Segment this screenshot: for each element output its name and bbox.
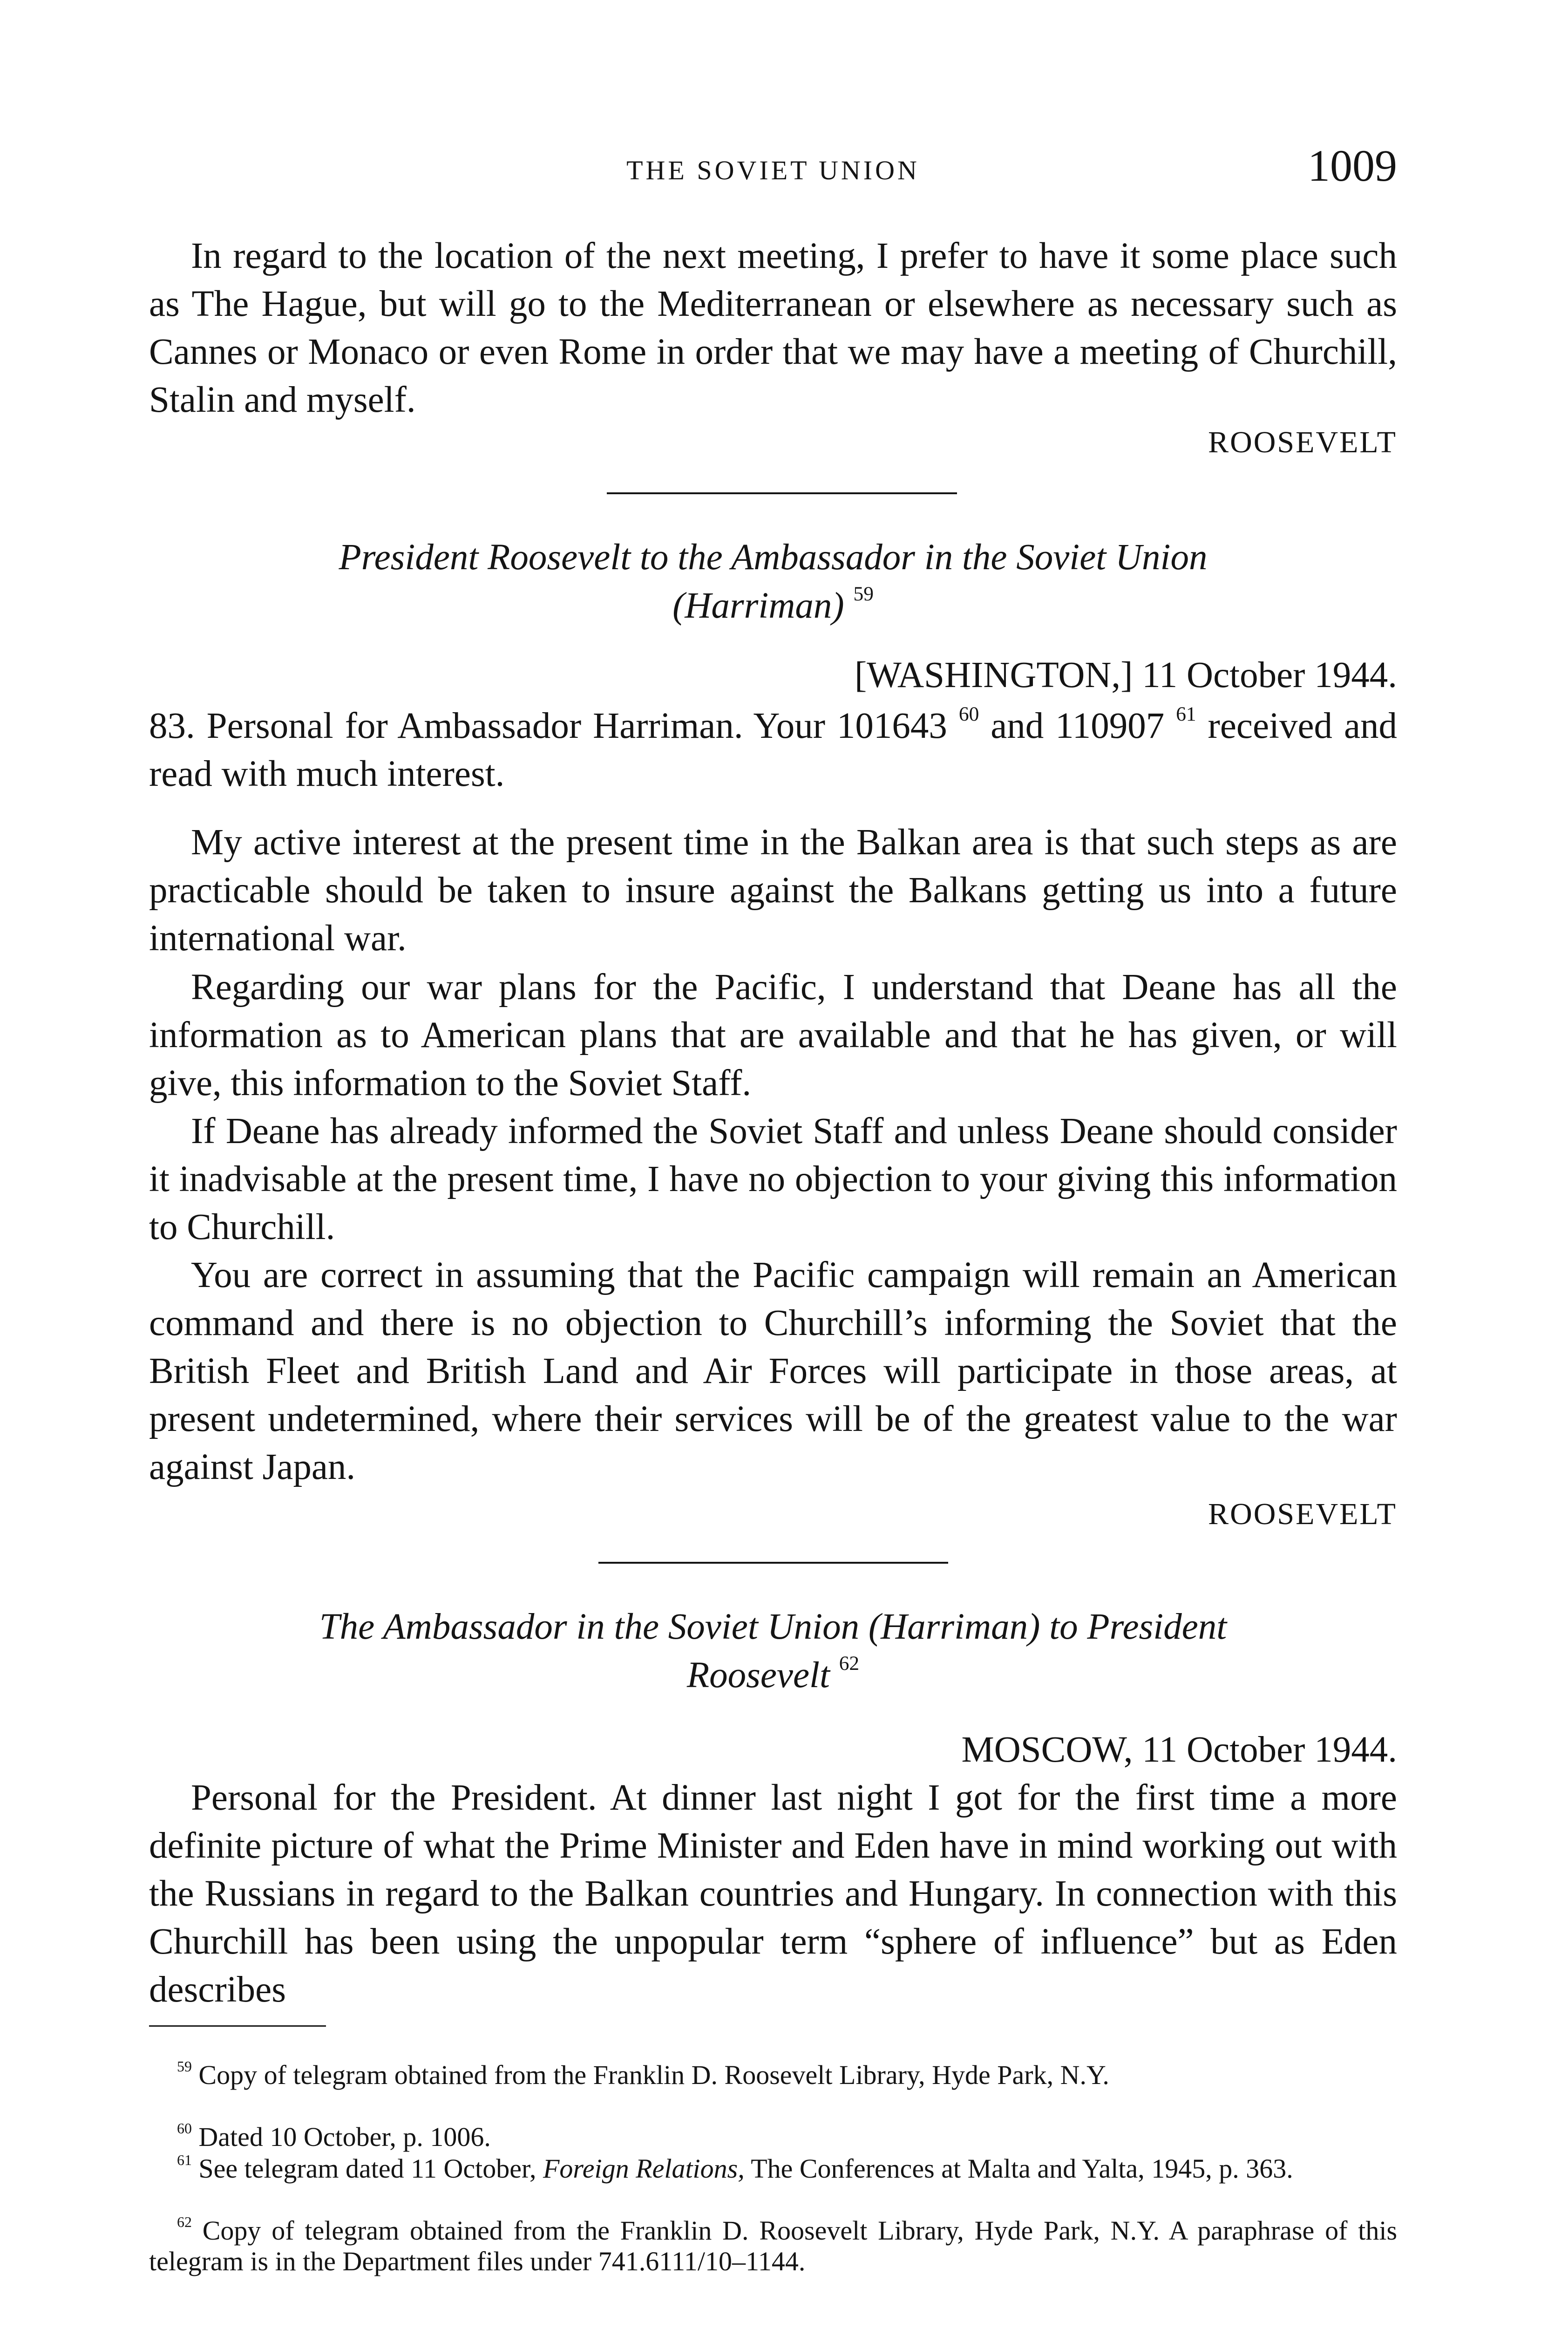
- title-line: The Ambassador in the Soviet Union (Harriman) to President: [319, 1607, 1227, 1647]
- footnote-text: Copy of telegram obtained from the Franklin D. Roosevelt Library, Hyde Park, N.Y.: [198, 2060, 1109, 2090]
- footnote-60: [149, 2122, 1397, 2152]
- footnote-text: Dated 10 October, p. 1006.: [198, 2122, 491, 2152]
- footnote-number: 62: [177, 2213, 192, 2230]
- footnote-text: See telegram dated 11 October,: [198, 2153, 543, 2184]
- paragraph-pacific-plans: Regarding our war plans for the Pacific, I understand that Deane has all the information as to American plans that are available and that he has given, or will give, this information to the Soviet Staff.: [149, 967, 1397, 1103]
- dateline-moscow: MOSCOW, 11 October 1944.: [961, 1730, 1397, 1770]
- section-divider-1: [607, 492, 957, 494]
- dateline-washington: [WASHINGTON,] 11 October 1944.: [854, 655, 1397, 695]
- signature-roosevelt-2: ROOSEVELT: [1208, 1497, 1397, 1531]
- page-header: [149, 140, 1397, 200]
- footnote-ref: 59: [853, 583, 874, 606]
- footnote-ref: 60: [958, 703, 979, 726]
- text-run: received and read with much interest.: [149, 706, 1398, 794]
- footnote-ref: 61: [1176, 703, 1196, 726]
- paragraph-next-meeting: In regard to the location of the next meeting, I prefer to have it some place such as The Hague, but will go to the Mediterranean or elsewhere as necessary such as Cannes or Monaco or even Rome in order that we may have a meeting of Churchill, Stalin and myself.: [149, 236, 1397, 420]
- footnote-number: 60: [177, 2120, 192, 2137]
- section-divider-2: [598, 1562, 948, 1564]
- paragraph-personal-president: Personal for the President. At dinner last night I got for the first time a more definite picture of what the Prime Minister and Eden have in mind working out with the Russians in regard to the Balkan countries and Hungary. In connection with this Churchill has been using the unpopular term “sphere of influence” but as Eden describes: [149, 1777, 1397, 2010]
- footnote-text: Copy of telegram obtained from the Franklin D. Roosevelt Library, Hyde Park, N.Y. A paraphrase of this telegram is in the Department files under 741.6111/10–1144.: [149, 2215, 1398, 2276]
- signature-roosevelt-1: ROOSEVELT: [1208, 425, 1397, 459]
- text-run: 83. Personal for Ambassador Harriman. Your 101643: [149, 706, 947, 746]
- footnote-number: 61: [177, 2152, 192, 2168]
- running-title: THE SOVIET UNION: [626, 155, 920, 185]
- footnote-ref: 62: [839, 1652, 860, 1675]
- title-recipient: Roosevelt: [686, 1655, 830, 1696]
- footnote-italic-title: Foreign Relations,: [543, 2153, 745, 2184]
- footnote-number: 59: [177, 2058, 192, 2075]
- document-title-3: [149, 1603, 1397, 1700]
- footnote-59: [149, 2060, 1397, 2091]
- paragraph-personal-harriman: [149, 702, 1397, 798]
- title-line: [149, 582, 1397, 630]
- footnote-62: [149, 2215, 1397, 2277]
- footnote-divider: [149, 2025, 326, 2027]
- paragraph-deane-informed: If Deane has already informed the Soviet Staff and unless Deane should consider it inadvisable at the present time, I have no objection to your giving this information to Churchill.: [149, 1111, 1397, 1247]
- footnote-text: The Conferences at Malta and Yalta, 1945, p. 363.: [744, 2153, 1293, 2184]
- title-line: President Roosevelt to the Ambassador in the Soviet Union: [339, 537, 1208, 578]
- page-number: 1009: [1308, 141, 1397, 191]
- footnote-61: [149, 2153, 1397, 2184]
- title-line: [149, 1651, 1397, 1700]
- text-run: and 110907: [979, 706, 1165, 746]
- title-addressee: (Harriman): [672, 586, 844, 626]
- paragraph-balkan-interest: My active interest at the present time in the Balkan area is that such steps as are practicable should be taken to insure against the Balkans getting us into a future international war.: [149, 822, 1397, 959]
- document-title-2: [149, 533, 1397, 630]
- paragraph-pacific-campaign: You are correct in assuming that the Pacific campaign will remain an American command and there is no objection to Churchill’s informing the Soviet that the British Fleet and British Land and Air Forces will participate in those areas, at present undetermined, where their services will be of the greatest value to the war against Japan.: [149, 1255, 1397, 1487]
